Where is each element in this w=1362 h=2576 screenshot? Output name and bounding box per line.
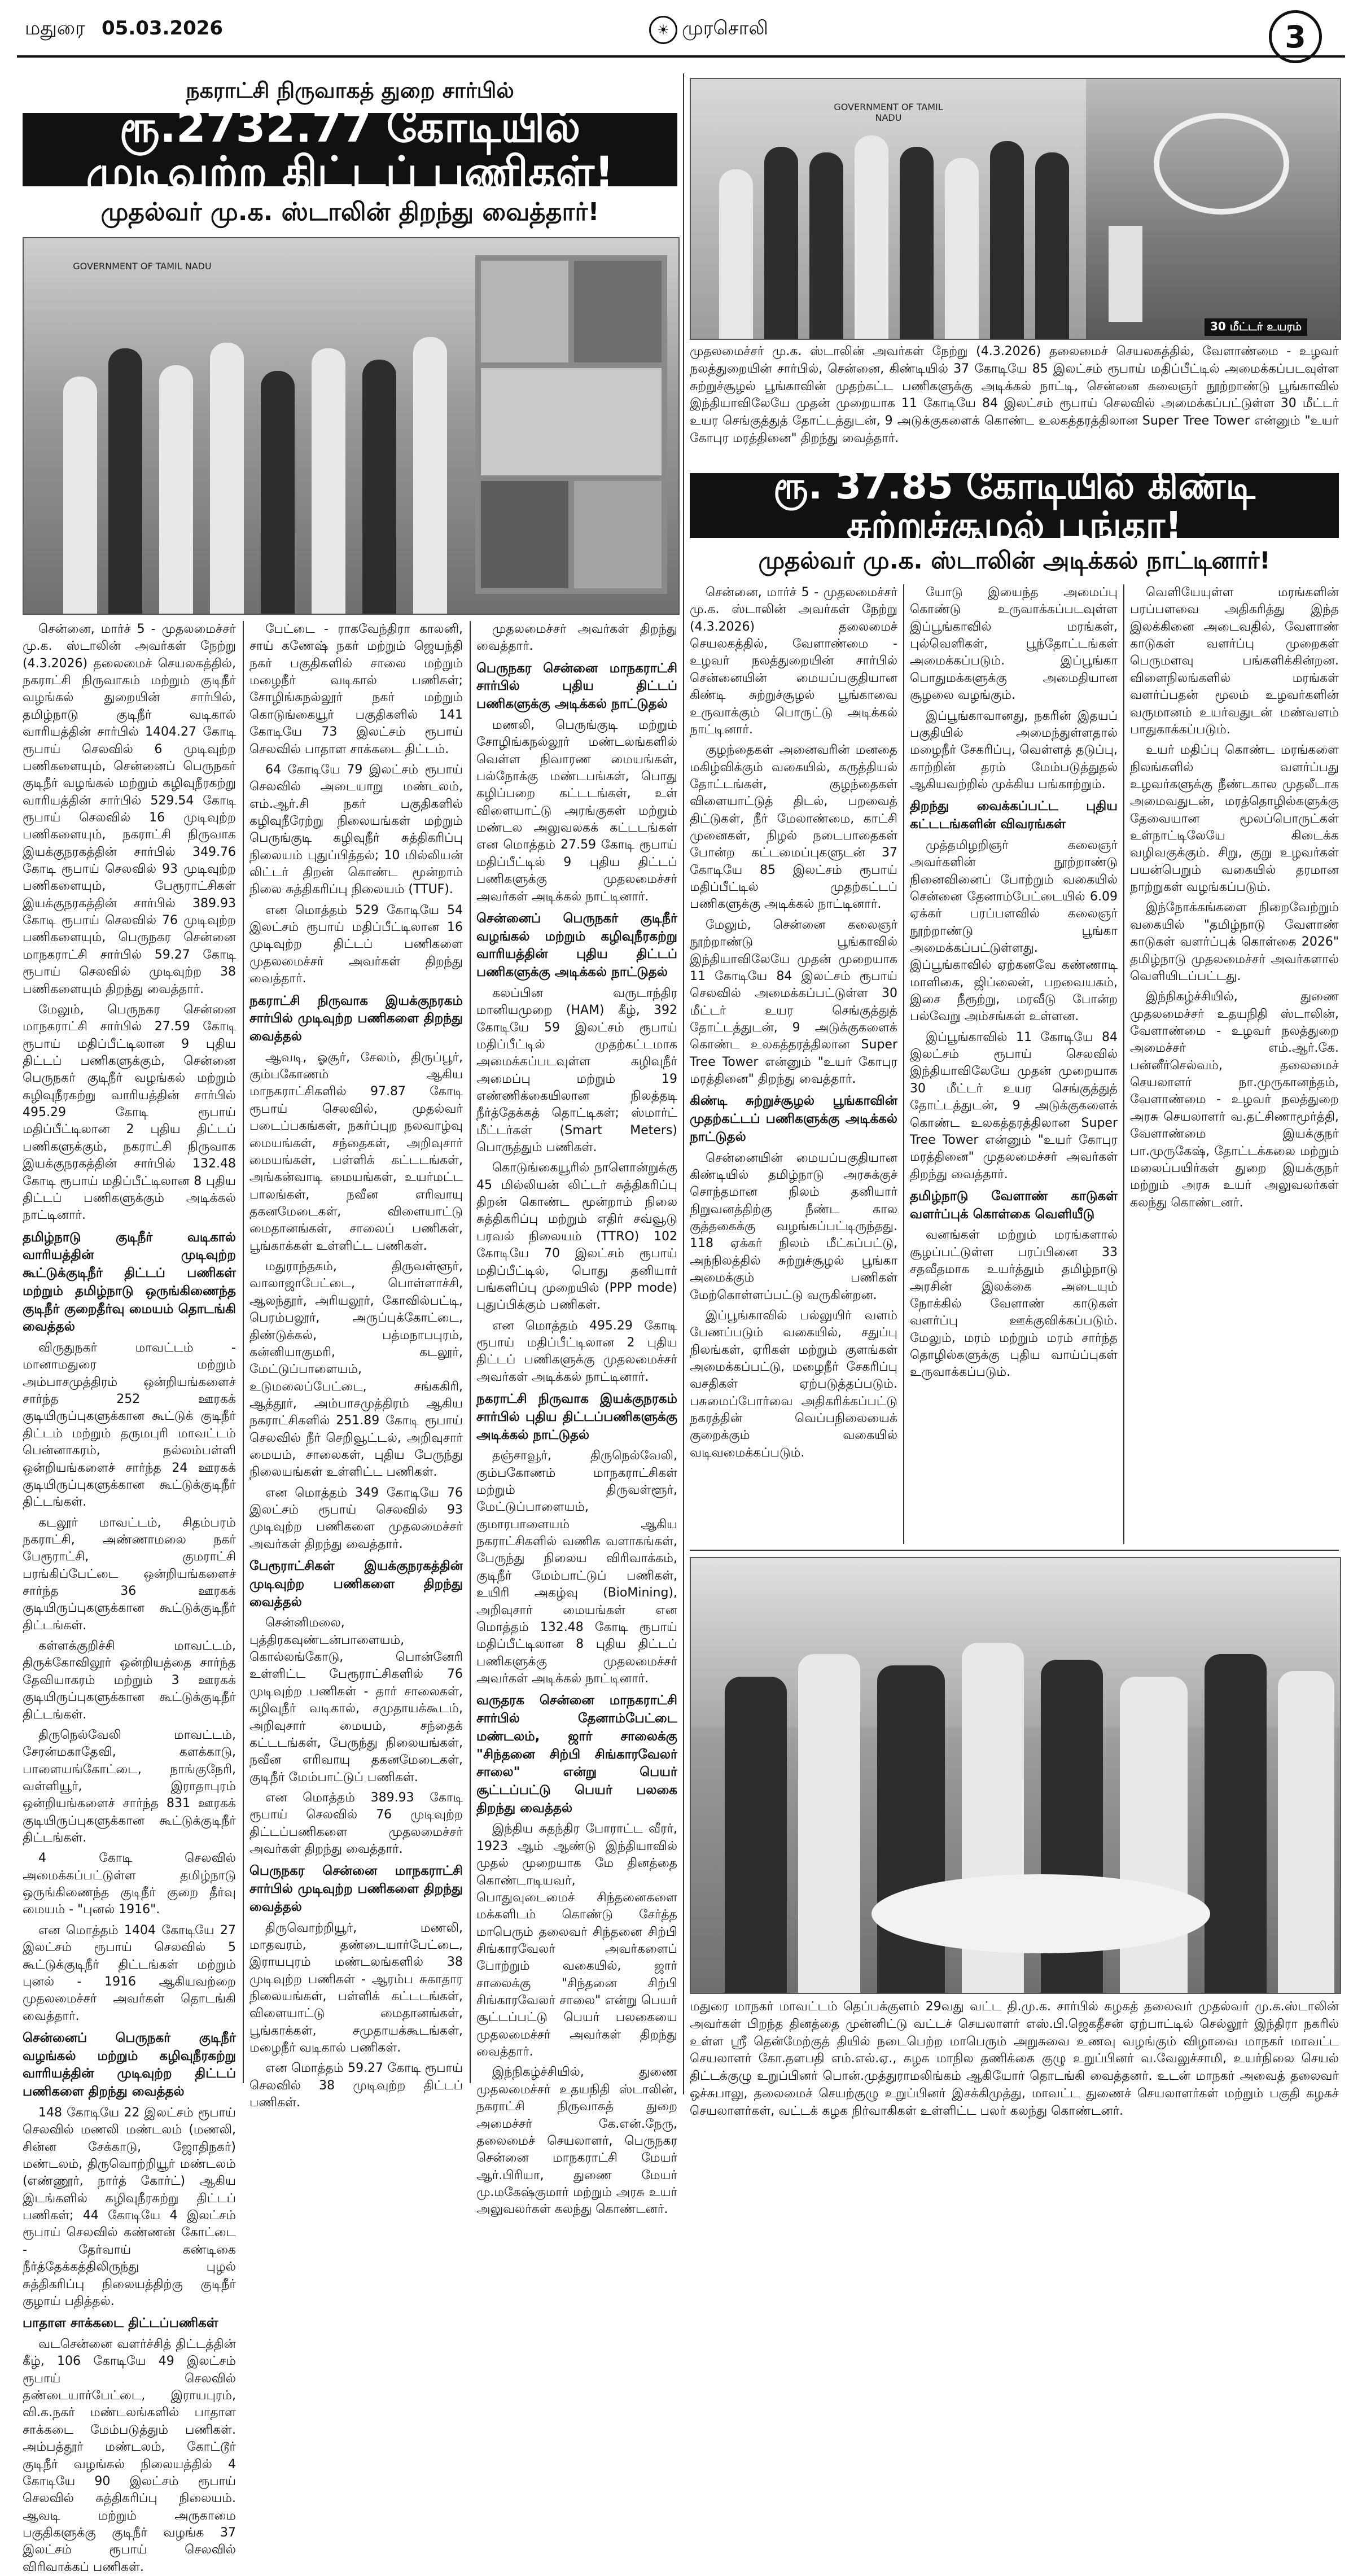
paper-logo-icon: ☀ <box>649 16 677 44</box>
article-paragraph: இந்நிகழ்ச்சியில், துணை முதலமைச்சர் உதயநிதி ஸ்டாலின், நகராட்சி நிருவாகத் துறை அமைச்சர் கே.என்.நேரு, தலைமைச் செயலாளர், பெருநகர சென்னை மாநகராட்சி மேயர் ஆர்.பிரியா, துணை மேயர் மு.மகேஷ்குமார் மற்றும் அரசு உயர் அலுவலர்கள் கலந்து கொண்டனர். <box>476 2065 677 2217</box>
article-paragraph: என மொத்தம் 1404 கோடியே 27 இலட்சம் ரூபாய் செலவில் 5 கூட்டுக்குடிநீர் திட்டங்கள் மற்றும் புனல் - 1916 ஆகியவற்றை முதலமைச்சர் அவர்கள் தொடங்கி வைத்தார். <box>23 1923 236 2023</box>
article-paragraph: என மொத்தம் 495.29 கோடி ரூபாய் மதிப்பீட்டிலான 2 புதிய திட்டப் பணிகளுக்கு முதலமைச்சர் அவர்கள் அடிக்கல் நாட்டினார். <box>476 1318 677 1384</box>
article-paragraph: மணலி, பெருங்குடி மற்றும் சோழிங்கநல்லூர் மண்டலங்களில் வெள்ள நிவாரண மையங்கள், பல்நோக்கு மண்டபங்கள், பொது கழிப்பறை கட்டடங்கள், உள் விளையாட்டு அரங்குகள் மற்றும் மண்டல அலுவலகக் கட்டடங்கள் என மொத்தம் 27.59 கோடி ரூபாய் மதிப்பீட்டில் 9 புதிய திட்டப் பணிகளுக்கு முதலமைச்சர் அவர்கள் அடிக்கல் நாட்டினார். <box>476 718 677 904</box>
article-paragraph: குழந்தைகள் அனைவரின் மனதை மகிழ்விக்கும் வகையில், கருத்தியல் தோட்டங்கள், குழந்தைகள் விளையாட்டுத் திடல், பறவைத் திட்டுகள், நீர் மேலாண்மை, காட்சி முனைகள், நிழல் நடைபாதைகள் போன்ற கட்டமைப்புகளுடன் 37 கோடியே 85 இலட்சம் ரூபாய் மதிப்பீட்டில் முதற்கட்டப் பணிகளுக்கு அடிக்கல் நாட்டினார். <box>690 743 897 912</box>
masthead-rule <box>17 55 1345 58</box>
story2-photo-caption: முதலமைச்சர் மு.க. ஸ்டாலின் அவர்கள் நேற்று (4.3.2026) தலைமைச் செயலகத்தில், வேளாண்மை - உழவர் நலத்துறையின் சார்பில், சென்னை, கிண்டியில் 37 கோடியே 85 இலட்சம் ரூபாய் மதிப்பீட்டில் அமைக்கப்படவுள்ள சுற்றுச்சூழல் பூங்காவின் முதற்கட்ட பணிகளுக்கு அடிக்கல் நாட்டி, சென்னை கலைஞர் நூற்றாண்டு பூங்காவில் இந்தியாவிலேயே முதன் முறையாக 11 கோடியே 84 இலட்சம் ரூபாய் செலவில் அமைக்கப்பட்டுள்ள 30 மீட்டர் உயர செங்குத்துத் தோட்டத்துடன், 9 அடுக்குகளைக் கொண்ட உலகத்தரத்திலான Super Tree Tower என்னும் "உயர் கோபுர மரத்தினை" திறந்து வைத்தார். <box>690 344 1339 445</box>
story1-photo-label: GOVERNMENT OF TAMIL NADU <box>73 261 212 272</box>
article-subheading: தமிழ்நாடு வேளாண் காடுகள் வளர்ப்புக் கொள்கை வெளியீடு <box>910 1188 1118 1222</box>
story1-column-1 <box>23 621 236 2574</box>
article-subheading: பெருநகர சென்னை மாநகராட்சி சார்பில் முடிவுற்ற பணிகளை திறந்து வைத்தல் <box>249 1864 463 1914</box>
article-paragraph: மதுராந்தகம், திருவள்ளூர், வாலாஜாபேட்டை, பொள்ளாச்சி, ஆலந்தூர், அரியலூர், கோவில்பட்டி, பெரம்பலூர், அருப்புக்கோட்டை, திண்டுக்கல், பத்மநாபபுரம், கன்னியாகுமரி, கடலூர், மேட்டுப்பாளையம், உடுமலைப்பேட்டை, சங்ககிரி, ஆத்தூர், அம்பாசமுத்திரம் ஆகிய நகராட்சிகளில் 251.89 கோடி ரூபாய் செலவில் நீர் செறிவூட்டல், அறிவுசார் மையம், சாலைகள், புதிய பேருந்து நிலையங்கள் உள்ளிட்ட பணிகள். <box>249 1259 463 1480</box>
story2-photo-label: GOVERNMENT OF TAMIL NADU <box>834 102 943 123</box>
article-subheading: தமிழ்நாடு குடிநீர் வடிகால் வாரியத்தின் முடிவுற்ற கூட்டுக்குடிநீர் திட்டப் பணிகள் மற்றும் தமிழ்நாடு ஒருங்கிணைந்த குடிநீர் குறைதீர்வு மையம் தொடங்கி வைத்தல் <box>23 1230 236 1335</box>
article-paragraph: இப்பூங்காவானது, நகரின் இதயப் பகுதியில் அமைந்துள்ளதால் மழைநீர் சேகரிப்பு, வெள்ளத் தடுப்பு, காற்றின் தரம் மேம்படுத்துதல் ஆகியவற்றில் முக்கிய பங்காற்றும். <box>910 708 1118 791</box>
article-paragraph: இந்திய சுதந்திர போராட்ட வீரர், 1923 ஆம் ஆண்டு இந்தியாவில் முதல் முறையாக மே தினத்தை கொண்டாடியவர், பொதுவுடைமைச் சிந்தனைகளை மக்களிடம் கொண்டு சேர்த்த மாபெரும் தலைவர் சிந்தனை சிற்பி சிங்காரவேலர் அவர்களைப் போற்றும் வகையில், ஜார் சாலைக்கு "சிந்தனை சிற்பி சிங்காரவேலர் சாலை" என்று பெயர் சூட்டப்பட்டு பெயர் பலகையை முதலமைச்சர் அவர்கள் திறந்து வைத்தார். <box>476 1822 677 2059</box>
article-paragraph: கள்ளக்குறிச்சி மாவட்டம், திருக்கோவிலூர் ஒன்றியத்தை சார்ந்த தேவியாகரம் மற்றும் 3 ஊரகக் குடியிருப்புகளுக்கான கூட்டுக்குடிநீர் திட்டங்கள். <box>23 1639 236 1722</box>
article-paragraph: சென்னிமலை, புத்திரகவுண்டன்பாளையம், கொல்லங்கோடு, பொன்னேரி உள்ளிட்ட பேரூராட்சிகளில் 76 முடிவுற்ற பணிகள் - தார் சாலைகள், கழிவுநீர் வடிகால், சமுதாயக்கூடம், அறிவுசார் மையம், சந்தைக் கட்டடங்கள், பேருந்து நிலையங்கள், நவீன எரிவாயு தகனமேடைகள், குடிநீர் மேம்பாட்டுப் பணிகள். <box>249 1616 463 1785</box>
article-paragraph: கடலூர் மாவட்டம், சிதம்பரம் நகராட்சி, அண்ணாமலை நகர் பேரூராட்சி, குமராட்சி பரங்கிப்பேட்டை ஒன்றியங்களைச் சார்ந்த 36 ஊரகக் குடியிருப்புகளுக்கான கூட்டுக்குடிநீர் திட்டங்கள். <box>23 1515 236 1633</box>
article-subheading: நகராட்சி நிருவாக இயக்குநரகம் சார்பில் முடிவுற்ற பணிகளை திறந்து வைத்தல் <box>249 993 463 1044</box>
column-rule <box>243 621 244 2083</box>
masthead-city: மதுரை <box>25 17 85 40</box>
story3-photo-caption: மதுரை மாநகர் மாவட்டம் தெப்பக்குளம் 29வது வட்ட தி.மு.க. சார்பில் கழகத் தலைவர் முதல்வர் மு.க.ஸ்டாலின் அவர்கள் பிறந்த தினத்தை முன்னிட்டு வட்டச் செயலாளர் எஸ்.பி.ஜெகதீசன் ஏற்பாட்டில் செல்லூர் இந்திரா நகரில் உள்ள ஸ்ரீ தென்மேற்குத் தியில் நடைபெற்ற மாபெரும் அறுசுவை உணவு வழங்கும் விழாவை மாநகர் மாவட்ட செயலாளர் கோ.தளபதி எம்.எல்.ஏ., கழக மாநில தணிக்கை குழு உறுப்பினர் வ.வேலுச்சாமி, உயர்நிலை செயல் திட்டக்குழு உறுப்பினர் பொன்.முத்துராமலிங்கம் ஆகியோர் தொடங்கி வைத்தனர். உடன் மாநகர் அவைத் தலைவர் ஒச்சுபாலு, தலைமைச் செயற்குழு உறுப்பினர் இசக்கிமுத்து, மாவட்ட துணைச் செயலாளர்கள் மற்றும் பகுதி கழகச் செயலாளர்கள், வட்டக் கழக நிர்வாகிகள் உள்ளிட்ட பலர் கலந்து கொண்டனர். <box>690 2000 1339 2118</box>
article-paragraph: சென்னை, மார்ச் 5 - முதலமைச்சர் மு.க. ஸ்டாலின் அவர்கள் நேற்று (4.3.2026) தலைமைச் செயலகத்தில், வேளாண்மை - உழவர் நலத்துறையின் சார்பில் சென்னையின் மையப்பகுதியான கிண்டி சுற்றுச்சூழல் பூங்காவை உருவாக்கும் பொருட்டு அடிக்கல் நாட்டினார். <box>690 585 897 737</box>
article-paragraph: வெளியேயுள்ள மரங்களின் பரப்பளவை அதிகரித்து இந்த இலக்கினை அடைவதில், வேளாண் காடுகள் வளர்ப்பு முறைகள் பெருமளவு பங்களிக்கின்றன. விளைநிலங்களில் மரங்கள் வளர்ப்பதன் மூலம் உழவர்களின் வருமானம் உயர்வதுடன் மண்வளம் பாதுகாக்கப்படும். <box>1130 585 1339 737</box>
article-paragraph: 4 கோடி செலவில் அமைக்கப்பட்டுள்ள தமிழ்நாடு ஒருங்கிணைந்த குடிநீர் குறை தீர்வு மையம் - "புனல் 1916". <box>23 1851 236 1917</box>
story1-subhead: முதல்வர் மு.க. ஸ்டாலின் திறந்து வைத்தார்! <box>100 198 599 226</box>
tower-height-badge: 30 மீட்டர் உயரம் <box>1205 318 1307 336</box>
article-paragraph: 148 கோடியே 22 இலட்சம் ரூபாய் செலவில் மணலி மண்டலம் (மணலி, சின்ன சேக்காடு, ஜோதிநகர்) மண்டலம், திருவொற்றியூர் மண்டலம் (எண்ணூர், நார்த் கோர்ட்) ஆகிய இடங்களில் கழிவுநீரகற்று திட்டப் பணிகள்; 44 கோடியே 4 இலட்சம் ரூபாய் செலவில் கண்ணன் கோட்டை - தேர்வாய் கண்டிகை நீர்த்தேக்கத்திலிருந்து புழல் சுத்திகரிப்பு நிலையத்திற்கு குடிநீர் குழாய் பதித்தல். <box>23 2105 236 2308</box>
page-number: 3 <box>1269 10 1322 63</box>
article-paragraph: ஆவடி, ஓசூர், சேலம், திருப்பூர், கும்பகோணம் ஆகிய மாநகராட்சிகளில் 97.87 கோடி ரூபாய் செலவில், முதல்வர் படைப்பகங்கள், நகர்ப்புற நலவாழ்வு மையங்கள், சந்தைகள், அறிவுசார் மையங்கள், பள்ளிக் கட்டடங்கள், அங்கன்வாடி மையங்கள், உயர்மட்ட பாலங்கள், நவீன எரிவாயு தகனமேடைகள், விளையாட்டு மைதானங்கள், சாலைப் பணிகள், பூங்காக்கள் உள்ளிட்ட பணிகள். <box>249 1050 463 1253</box>
story1-photo <box>23 237 680 615</box>
article-paragraph: வனங்கள் மற்றும் மரங்களால் சூழப்பட்டுள்ள பரப்பினை 33 சதவீதமாக உயர்த்தும் தமிழ்நாடு அரசின் இலக்கை அடையும் நோக்கில் வேளாண் காடுகள் வளர்ப்பு ஊக்குவிக்கப்படும். மேலும், மரம் மற்றும் மரம் சார்ந்த தொழில்களுக்கு புதிய வாய்ப்புகள் உருவாக்கப்படும். <box>910 1228 1118 1380</box>
article-subheading: பாதாள சாக்கடை திட்டப்பணிகள் <box>23 2316 218 2331</box>
story1-column-2 <box>249 621 463 2110</box>
article-paragraph: இந்நிகழ்ச்சியில், துணை முதலமைச்சர் உதயநிதி ஸ்டாலின், வேளாண்மை - உழவர் நலத்துறை அமைச்சர் எம்.ஆர்.கே. பன்னீர்செல்வம், தலைமைச் செயலாளர் நா.முருகானந்தம், வேளாண்மை - உழவர் நலத்துறை அரசு செயலாளர் வ.தட்சிணாமூர்த்தி, வேளாண்மை இயக்குநர் பா.முருகேஷ், தோட்டக்கலை மற்றும் மலைப்பயிர்கள் துறை இயக்குநர் மற்றும் அரசு உயர் அலுவலர்கள் கலந்து கொண்டனர். <box>1130 990 1339 1210</box>
article-paragraph: விருதுநகர் மாவட்டம் - மானாமதுரை மற்றும் அம்பாசமுத்திரம் ஒன்றியங்களைச் சார்ந்த 252 ஊரகக் குடியிருப்புகளுக்கான கூட்டுக் குடிநீர் திட்டம் மற்றும் தருமபுரி மாவட்டம் பென்னாகரம், நல்லம்பள்ளி ஒன்றியங்களைச் சார்ந்த 24 ஊரகக் குடியிருப்புகளுக்கான கூட்டுக்குடிநீர் திட்டங்கள். <box>23 1340 236 1510</box>
article-subheading: கிண்டி சுற்றுச்சூழல் பூங்காவின் முதற்கட்டப் பணிகளுக்கு அடிக்கல் நாட்டுதல் <box>690 1094 897 1144</box>
story-divider <box>690 1550 1339 1551</box>
article-paragraph: சென்னை, மார்ச் 5 - முதலமைச்சர் மு.க. ஸ்டாலின் அவர்கள் நேற்று (4.3.2026) தலைமைச் செயலகத்தில், நகராட்சி நிருவாகம் மற்றும் குடிநீர் வழங்கல் துறையின் சார்பில், தமிழ்நாடு குடிநீர் வடிகால் வாரியத்தின் சார்பில் 1404.27 கோடி ரூபாய் செலவில் 6 முடிவுற்ற பணிகளையும், சென்னைப் பெருநகர் குடிநீர் வழங்கல் மற்றும் கழிவுநீரகற்று வாரியத்தின் சார்பில் 529.54 கோடி ரூபாய் செலவில் 16 முடிவுற்ற பணிகளையும், நகராட்சி நிருவாக இயக்குநரகத்தின் சார்பில் 349.76 கோடி ரூபாய் செலவில் 93 முடிவுற்ற பணிகளையும், பேரூராட்சிகள் இயக்குநரகத்தின் சார்பில் 389.93 கோடி ரூபாய் செலவில் 76 முடிவுற்ற பணிகளையும், பெருநகர சென்னை மாநகராட்சி சார்பில் 59.27 கோடி ரூபாய் செலவில் முடிவுற்ற 38 பணிகளையும் திறந்து வைத்தார். <box>23 622 236 996</box>
photo-collage-panel <box>475 255 667 594</box>
story2-column-2 <box>910 584 1118 1544</box>
story3-photo <box>690 1557 1341 1994</box>
photo-serving-table <box>871 1874 1210 1953</box>
masthead-paper-name: முரசொலி <box>682 17 768 40</box>
article-paragraph: இப்பூங்காவில் பல்லுயிர் வளம் பேணப்படும் வகையில், சதுப்பு நிலங்கள், ஏரிகள் மற்றும் குளங்கள் அமைக்கப்பட்டு, மழைநீர் சேகரிப்பு வசதிகள் ஏற்படுத்தப்படும். பசுமைப்போர்வை அதிகரிக்கப்பட்டு நகரத்தின் வெப்பநிலையைக் குறைக்கும் வகையில் வடிவமைக்கப்படும். <box>690 1308 897 1460</box>
article-paragraph: முதலமைச்சர் அவர்கள் திறந்து வைத்தார். <box>476 622 677 654</box>
column-rule <box>1123 584 1124 1544</box>
photo-park-render <box>1086 79 1340 339</box>
article-subheading: பெருநகர சென்னை மாநகராட்சி சார்பில் புதிய திட்டப் பணிகளுக்கு அடிக்கல் நாட்டுதல் <box>476 661 677 712</box>
page-center-rule <box>683 73 684 2094</box>
article-paragraph: முத்தமிழறிஞர் கலைஞர் அவர்களின் நூற்றாண்டு நினைவினைப் போற்றும் வகையில் சென்னை தேனாம்பேட்டையில் 6.09 ஏக்கர் பரப்பளவில் கலைஞர் நூற்றாண்டு பூங்கா அமைக்கப்பட்டுள்ளது. இப்பூங்காவில் ஏற்கனவே கண்ணாடி மாளிகை, ஜிப்லைன், பறவையகம், இசை நீரூற்று, மரவீடு போன்ற பல்வேறு அம்சங்கள் உள்ளன. <box>910 838 1118 1024</box>
article-subheading: வருதரக சென்னை மாநகராட்சி சார்பில் தேனாம்பேட்டை மண்டலம், ஜார் சாலைக்கு "சிந்தனை சிற்பி சிங்காரவேலர் சாலை" என்று பெயர் சூட்டப்பட்டு பெயர் பலகை திறந்து வைத்தல் <box>476 1693 677 1816</box>
column-rule <box>470 621 471 2083</box>
article-subheading: நகராட்சி நிருவாக இயக்குநரகம் சார்பில் புதிய திட்டப்பணிகளுக்கு அடிக்கல் நாட்டுதல் <box>476 1392 677 1442</box>
article-paragraph: மேலும், சென்னை கலைஞர் நூற்றாண்டு பூங்காவில் இந்தியாவிலேயே முதன் முறையாக 11 கோடியே 84 இலட்சம் ரூபாய் செலவில் அமைக்கப்பட்டுள்ள 30 மீட்டர் உயர செங்குத்துத் தோட்டத்துடன், 9 அடுக்குகளைக் கொண்ட உலகத்தரத்திலான Super Tree Tower என்னும் "உயர் கோபுர மரத்தினை" திறந்து வைத்தார். <box>690 917 897 1087</box>
story2-column-1 <box>690 584 897 1544</box>
column-rule <box>903 584 904 1544</box>
article-paragraph: திருவொற்றியூர், மணலி, மாதவரம், தண்டையார்பேட்டை, இராயபுரம் மண்டலங்களில் 38 முடிவுற்ற பணிகள் - ஆரம்ப சுகாதார நிலையங்கள், பள்ளிக் கட்டடங்கள், விளையாட்டு மைதானங்கள், பூங்காக்கள், சமுதாயக்கூடங்கள், மழைநீர் வடிகால் பணிகள். <box>249 1921 463 2055</box>
article-paragraph: கலப்பின வருடாந்திர மானியமுறை (HAM) கீழ், 392 கோடியே 59 இலட்சம் ரூபாய் மதிப்பீட்டில் முதற்கட்டமாக அமைக்கப்படவுள்ள கழிவுநீர் அமைப்பு மற்றும் 19 எண்ணிக்கையிலான நிலத்தடி நீர்த்தேக்கத் தொட்டிகள்; ஸ்மார்ட் மீட்டர்கள் (Smart Meters) பொருத்தும் பணிகள். <box>476 986 677 1155</box>
article-paragraph: மேலும், பெருநகர சென்னை மாநகராட்சி சார்பில் 27.59 கோடி ரூபாய் மதிப்பீட்டிலான 9 புதிய திட்டப் பணிகளுக்கும், சென்னை பெருநகர் குடிநீர் வழங்கல் மற்றும் கழிவுநீரகற்று வாரியத்தின் சார்பில் 495.29 கோடி ரூபாய் மதிப்பீட்டிலான 2 புதிய திட்டப் பணிகளுக்கும், நகராட்சி நிருவாக இயக்குநரகத்தின் சார்பில் 132.48 கோடி ரூபாய் மதிப்பீட்டிலான 8 புதிய திட்டப் பணிகளுக்கும் அடிக்கல் நாட்டினார். <box>23 1002 236 1223</box>
article-paragraph: வடசென்னை வளர்ச்சித் திட்டத்தின் கீழ், 106 கோடியே 49 இலட்சம் ரூபாய் செலவில் தண்டையார்பேட்டை, இராயபுரம், வி.க.நகர் மண்டலங்களில் பாதாள சாக்கடை மேம்படுத்தும் பணிகள். அம்பத்தூர் மண்டலம், கோட்டூர் குடிநீர் வழங்கல் நிலையத்தில் 4 கோடியே 90 இலட்சம் ரூபாய் செலவில் சுத்திகரிப்பு நிலையம். ஆவடி மற்றும் அருகாமை பகுதிகளுக்கு குடிநீர் வழங்க 37 இலட்சம் ரூபாய் செலவில் விரிவாக்கப் பணிகள். <box>23 2337 236 2574</box>
article-subheading: சென்னைப் பெருநகர் குடிநீர் வழங்கல் மற்றும் கழிவுநீரகற்று வாரியத்தின் புதிய திட்டப் பணிகளுக்கு அடிக்கல் நாட்டுதல் <box>476 911 677 980</box>
article-paragraph: யோடு இயைந்த அமைப்பு கொண்டு உருவாக்கப்படவுள்ள இப்பூங்காவில் மரங்கள், புல்வெளிகள், பூந்தோட்டங்கள் அமைக்கப்படும். இப்பூங்கா பொதுமக்களுக்கு அமைதியான சூழலை வழங்கும். <box>910 585 1118 703</box>
photo-wall-stripe <box>24 300 475 310</box>
article-paragraph: உயர் மதிப்பு கொண்ட மரங்களை நிலங்களில் வளர்ப்பது உழவர்களுக்கு நீண்டகால முதலீடாக அமைவதுடன், மரத்தொழில்களுக்கு தேவையான மூலப்பொருட்கள் உள்நாட்டிலேயே கிடைக்க வழிவகுக்கும். சிறு, குறு உழவர்கள் பயன்பெறும் வகையில் தரமான நாற்றுகள் வழங்கப்படும். <box>1130 743 1339 895</box>
article-paragraph: திருநெல்வேலி மாவட்டம், சேரன்மகாதேவி, களக்காடு, பாளையங்கோட்டை, நாங்குநேரி, வள்ளியூர், இராதாபுரம் ஒன்றியங்களைச் சார்ந்த 831 ஊரகக் குடியிருப்புகளுக்கான கூட்டுக்குடிநீர் திட்டங்கள். <box>23 1727 236 1845</box>
story1-headline: ரூ.2732.77 கோடியில் முடிவுற்ற திட்டப் பணிகள்! <box>23 113 677 186</box>
article-paragraph: இப்பூங்காவில் 11 கோடியே 84 இலட்சம் ரூபாய் செலவில் இந்தியாவிலேயே முதன் முறையாக 30 மீட்டர் உயர செங்குத்துத் தோட்டத்துடன், 9 அடுக்குகளைக் கொண்ட உலகத்தரத்திலான Super Tree Tower என்னும் "உயர் கோபுர மரத்தினை" முதலமைச்சர் அவர்கள் திறந்து வைத்தார். <box>910 1030 1118 1182</box>
article-subheading: பேரூராட்சிகள் இயக்குநரகத்தின் முடிவுற்ற பணிகளை திறந்து வைத்தல் <box>249 1559 463 1610</box>
story2-subhead: முதல்வர் மு.க. ஸ்டாலின் அடிக்கல் நாட்டினார்! <box>758 546 1271 574</box>
article-paragraph: 64 கோடியே 79 இலட்சம் ரூபாய் செலவில் அடையாறு மண்டலம், எம்.ஆர்.சி நகர் பகுதிகளில் கழிவுநீரேற்று நிலையங்கள் மற்றும் பெருங்குடி கழிவுநீர் சுத்திகரிப்பு நிலையம் புதுப்பித்தல்; 10 மில்லியன் லிட்டர் திறன் கொண்ட மூன்றாம் நிலை சுத்திகரிப்பு நிலையம் (TTUF). <box>249 762 463 897</box>
article-paragraph: என மொத்தம் 59.27 கோடி ரூபாய் செலவில் 38 முடிவுற்ற திட்டப் பணிகள். <box>249 2061 463 2110</box>
story2-column-3 <box>1130 584 1339 1544</box>
story2-photo <box>690 78 1341 340</box>
article-paragraph: தஞ்சாவூர், திருநெல்வேலி, கும்பகோணம் மாநகராட்சிகள் மற்றும் திருவள்ளூர், மேட்டுப்பாளையம், குமாரபாளையம் ஆகிய நகராட்சிகளில் வணிக வளாகங்கள், பேருந்து நிலைய விரிவாக்கம், குடிநீர் மேம்பாட்டுப் பணிகள், உயிரி அகழ்வு (BioMining), அறிவுசார் மையங்கள் என மொத்தம் 132.48 கோடி ரூபாய் மதிப்பீட்டிலான 8 புதிய திட்டப் பணிகளுக்கு முதலமைச்சர் அவர்கள் அடிக்கல் நாட்டினார். <box>476 1449 677 1686</box>
article-subheading: திறந்து வைக்கப்பட்ட புதிய கட்டடங்களின் விவரங்கள் <box>910 799 1118 832</box>
story1-column-3 <box>476 621 677 2217</box>
article-subheading: சென்னைப் பெருநகர் குடிநீர் வழங்கல் மற்றும் கழிவுநீரகற்று வாரியத்தின் முடிவுற்ற திட்டப் பணிகளை திறந்து வைத்தல் <box>23 2031 236 2100</box>
article-paragraph: சென்னையின் மையப்பகுதியான கிண்டியில் தமிழ்நாடு அரசுக்குச் சொந்தமான நிலம் தனியார் நிறுவனத்திற்கு நீண்ட கால குத்தகைக்கு வழங்கப்பட்டிருந்தது. 118 ஏக்கர் நிலம் மீட்கப்பட்டு, அந்நிலத்தில் சுற்றுச்சூழல் பூங்கா அமைக்கும் பணிகள் மேற்கொள்ளப்பட்டு வருகின்றன. <box>690 1151 897 1302</box>
masthead-date: 05.03.2026 <box>102 17 224 40</box>
article-paragraph: என மொத்தம் 349 கோடியே 76 இலட்சம் ரூபாய் செலவில் 93 முடிவுற்ற பணிகளை முதலமைச்சர் அவர்கள் திறந்து வைத்தார். <box>249 1485 463 1551</box>
story2-headline: ரூ. 37.85 கோடியில் கிண்டி சுற்றுச்சூழல் பூங்கா! <box>690 473 1339 538</box>
article-paragraph: பேட்டை - ராகவேந்திரா காலனி, சாய் கணேஷ் நகர் மற்றும் ஜெயந்தி நகர் பகுதிகளில் சாலை மற்றும் மழைநீர் வடிகால் பணிகள்; சோழிங்கநல்லூர் நகர் மற்றும் கொடுங்கையூர் பகுதிகளில் 141 கோடியே 73 இலட்சம் ரூபாய் செலவில் பாதாள சாக்கடை திட்டம். <box>249 622 463 756</box>
article-paragraph: என மொத்தம் 529 கோடியே 54 இலட்சம் ரூபாய் மதிப்பீட்டிலான 16 முடிவுற்ற திட்டப் பணிகளை முதலமைச்சர் அவர்கள் திறந்து வைத்தார். <box>249 903 463 986</box>
article-paragraph: கொடுங்கையூரில் நாளொன்றுக்கு 45 மில்லியன் லிட்டர் சுத்திகரிப்பு திறன் கொண்ட மூன்றாம் நிலை சுத்திகரிப்பு மற்றும் எதிர் சவ்வூடு பரவல் நிலையம் (TTRO) 102 கோடியே 70 இலட்சம் ரூபாய் மதிப்பீட்டில், பொது தனியார் பங்களிப்பு முறையில் (PPP mode) புதுப்பிக்கும் பணிகள். <box>476 1161 677 1313</box>
story1-kicker: நகராட்சி நிருவாகத் துறை சார்பில் <box>186 78 514 103</box>
article-paragraph: இந்நோக்கங்களை நிறைவேற்றும் வகையில் "தமிழ்நாடு வேளாண் காடுகள் வளர்ப்புக் கொள்கை 2026" தமிழ்நாடு முதலமைச்சர் அவர்களால் வெளியிடப்பட்டது. <box>1130 900 1339 983</box>
article-paragraph: என மொத்தம் 389.93 கோடி ரூபாய் செலவில் 76 முடிவுற்ற திட்டப்பணிகளை முதலமைச்சர் அவர்கள் திறந்து வைத்தார். <box>249 1790 463 1857</box>
